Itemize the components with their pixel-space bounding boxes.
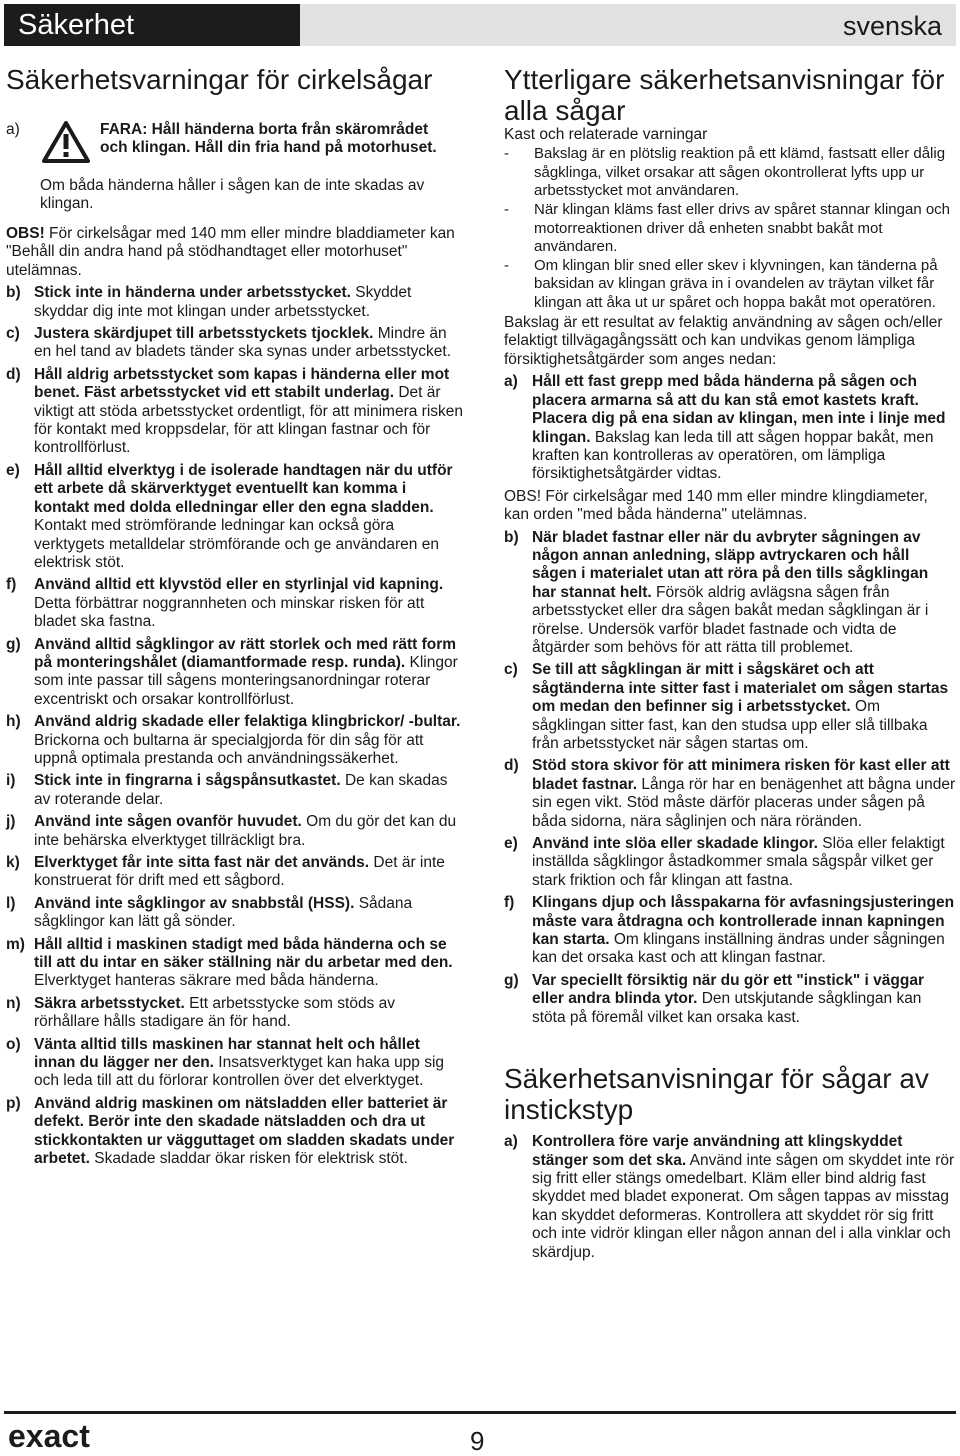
item-bold: Använd alltid ett klyvstöd eller en styrlinjal vid kapning. bbox=[34, 576, 444, 594]
item-label: e) bbox=[504, 835, 518, 853]
item-label: d) bbox=[504, 757, 519, 775]
right-obs-note: OBS! För cirkelsågar med 140 mm eller mindre klingdiameter, kan orden "med båda händerna" utelämnas. bbox=[504, 487, 928, 524]
item-label: g) bbox=[6, 635, 21, 653]
right-column bbox=[504, 64, 956, 1262]
item-text: Om klingans inställning ändras under sågningen kan det orsaka kast och att klingan fastnar. bbox=[532, 931, 945, 967]
item-text: Brickorna och bultarna är specialgjorda för din såg för att uppnå optimala prestanda och användningssäkerhet. bbox=[34, 731, 424, 767]
item-text: Om du gör det kan du inte behärska elverktyget tillräckligt bra. bbox=[34, 813, 457, 849]
item-text: Elverktyget hanteras säkrare med båda händerna. bbox=[34, 972, 379, 990]
item-bold: Klingans djup och låsspakarna för avfasningsjusteringen måste vara åtdragna och kontrollerade innan kapningen kan starta. bbox=[532, 894, 955, 949]
kickback-intro: Bakslag är ett resultat av felaktig användning av sågen och/eller felaktigt tillvägagångssätt och kan undvikas genom lämpliga försiktighetsåtgärder som anges nedan: bbox=[504, 314, 943, 368]
item-text: Skyddet skyddar dig inte mot klingan under arbetsstycket. bbox=[34, 284, 412, 320]
dash-marker: - bbox=[504, 145, 509, 163]
kickback-item-a bbox=[504, 373, 956, 483]
kickback-point bbox=[504, 145, 956, 200]
item-text: Mindre än en hel tand av bladets tänder ska synas under arbetsstycket. bbox=[34, 325, 452, 361]
item-label: l) bbox=[6, 894, 16, 912]
item-bold: Använd inte sågen ovanför huvudet. bbox=[34, 813, 302, 831]
item-bold: Håll alltid i maskinen stadigt med båda händerna och se till att du intar en säker ställning när du arbetar med den. bbox=[34, 935, 453, 972]
list-item bbox=[6, 576, 464, 631]
dash-text: Bakslag är en plötslig reaktion på ett klämd, fastsatt eller dålig sågklinga, vilket orsakar att sågen okontrollerat lyfts upp ur arbetsstycket mot användaren. bbox=[534, 145, 946, 199]
plunge-saw-heading: Säkerhetsanvisningar för sågar av instickstyp bbox=[504, 1063, 929, 1126]
dash-marker: - bbox=[504, 201, 509, 219]
item-text: Ett arbetsstycke som stöds av rörhållare hålls stadigare än för hand. bbox=[34, 994, 395, 1031]
language-label: svenska bbox=[842, 11, 942, 41]
item-text: Använd inte sågen om skyddet inte rör sig fritt eller stängs omedelbart. Kläm eller bind aldrig fast skyddet med bladet exponerat. Om sågen tappas av misstag kan skyddet deformeras. Kontrollera att skyddet rör sig fritt och inte vidrör klingan eller någon annan del i alla vinklar och skärdjup. bbox=[532, 1151, 955, 1261]
footer-rule bbox=[4, 1411, 956, 1414]
item-bold: Elverktyget får inte sitta fast när det används. bbox=[34, 854, 370, 871]
item-bold: Använd aldrig maskinen om nätsladden eller batteriet är defekt. Berör inte den skadade nätsladden och dra ut stickkontakten ur vägguttaget om sladden skadats under arbetet. bbox=[34, 1094, 455, 1168]
dash-text: När klingan kläms fast eller drivs av spåret stannar klingan och motorreaktionen driver då enheten snabbt bakåt mot användaren. bbox=[534, 201, 951, 255]
item-bold: När bladet fastnar eller när du avbryter sågningen av någon annan anledning, släpp avtryckaren och håll sågen i materialet utan att röra på den tills sågklingan har stannat helt. bbox=[532, 528, 929, 601]
section-header bbox=[4, 4, 302, 46]
warning-label: a) bbox=[6, 121, 20, 138]
item-label: c) bbox=[6, 325, 20, 343]
list-item bbox=[504, 757, 956, 831]
item-label: o) bbox=[6, 1035, 21, 1053]
all-saws-heading: Ytterligare säkerhetsanvisningar för alla sågar bbox=[504, 64, 945, 126]
list-item bbox=[504, 894, 956, 968]
list-item bbox=[504, 835, 956, 890]
item-text: Bakslag kan leda till att sågen hoppar bakåt, men kraften kan kontrolleras av operatören, om lämpliga försiktighetsåtgärder vidtas. bbox=[532, 428, 934, 483]
page-number: 9 bbox=[470, 1426, 485, 1456]
item-bold: Använd aldrig skadade eller felaktiga klingbrickor/ -bultar. bbox=[34, 713, 461, 731]
item-label: c) bbox=[504, 661, 518, 679]
list-item bbox=[504, 661, 956, 753]
item-text: Kontakt med strömförande ledningar kan också göra verktygets metalldelar strömförande och ge användaren en elektrisk stöt. bbox=[34, 517, 439, 571]
item-text: Långa rör har en benägenhet att bågna under sin egen vikt. Stöd måste därför placeras under sågen på båda sidorna, nära såglinjen och nära röränden. bbox=[532, 775, 956, 830]
item-text: Om sågklingan sitter fast, kan den studsa upp eller slå tillbaka från arbetsstycket när sågen startas om. bbox=[532, 698, 928, 753]
section-title: Säkerhet bbox=[18, 9, 135, 41]
dash-marker: - bbox=[504, 257, 509, 275]
item-bold: Se till att sågklingan är mitt i sågskäret och att sågtänderna inte sitter fast i materialet om sågen startas om medan den befinner sig i arbetsstycket. bbox=[532, 661, 949, 716]
kickback-point bbox=[504, 201, 956, 256]
item-text: Det är inte konstruerat för drift med ett sågbord. bbox=[34, 854, 445, 890]
list-item bbox=[6, 854, 464, 891]
list-item bbox=[6, 936, 464, 991]
language-header bbox=[300, 4, 956, 46]
item-bold: Använd inte slöa eller skadade klingor. bbox=[532, 835, 818, 853]
list-item bbox=[6, 462, 464, 572]
list-item bbox=[6, 813, 464, 850]
kickback-title: Kast och relaterade varningar bbox=[504, 126, 708, 143]
kickback-point bbox=[504, 257, 956, 312]
item-bold: Håll alltid elverktyg i de isolerade handtagen när du utför ett arbete då skärverktyget eventuellt kan komma i kontakt med dolda elledningar eller den egna sladden. bbox=[34, 461, 453, 516]
item-label: j) bbox=[6, 813, 16, 831]
item-bold: Håll ett fast grepp med båda händerna på sågen och placera armarna så att du kan stå emot kastets kraft. Placera dig på ena sidan av klingan, men inte i linje med klingan. bbox=[532, 373, 946, 446]
dash-text: Om klingan blir sned eller skev i klyvningen, kan tänderna på baksidan av klingan gräva in i ovandelen av träytan vilket får klingan att åka ut ur spåret och hoppa bakåt mot operatören. bbox=[534, 257, 938, 311]
safety-list bbox=[6, 284, 464, 1168]
obs-note bbox=[6, 225, 464, 280]
item-label: a) bbox=[504, 1133, 518, 1151]
list-item bbox=[6, 772, 464, 809]
item-label: n) bbox=[6, 994, 21, 1012]
item-text: Det är viktigt att stöda arbetsstycket ordentligt, för att minimera risken för kontakt med kroppsdelar, för att klingan fastnar och för kontrollförlust. bbox=[34, 384, 464, 457]
list-item bbox=[6, 1095, 464, 1169]
list-item bbox=[6, 895, 464, 932]
item-label: d) bbox=[6, 365, 21, 383]
item-label: p) bbox=[6, 1094, 21, 1112]
danger-warning bbox=[6, 121, 464, 219]
item-bold: Vänta alltid tills maskinen har stannat helt och hållet innan du lägger ner den. bbox=[34, 1035, 420, 1072]
item-label: i) bbox=[6, 772, 16, 790]
item-label: f) bbox=[6, 576, 17, 594]
item-text: De kan skadas av roterande delar. bbox=[34, 772, 448, 808]
item-text: Försök aldrig avlägsna sågen från arbetsstycket eller dra sågen bakåt medan sågklingan är i rörelse. Undersök varför bladet fastnade och vidta de åtgärder som behövs för att rätta till problemet. bbox=[532, 583, 929, 656]
list-item bbox=[504, 529, 956, 658]
list-item bbox=[504, 972, 956, 1027]
obs-text: För cirkelsågar med 140 mm eller mindre bladdiameter kan "Behåll din andra hand på stödhandtaget eller motorhuset" utelämnas. bbox=[6, 225, 455, 279]
exact-logo bbox=[8, 1422, 136, 1452]
logo-text: exact bbox=[8, 1422, 90, 1452]
item-bold: Använd alltid sågklingor av rätt storlek och med rätt form på monteringshålet (diamantformade resp. runda). bbox=[34, 635, 457, 671]
list-item bbox=[6, 284, 464, 321]
item-bold: Stöd stora skivor för att minimera risken för kast eller att bladet fastnar. bbox=[532, 757, 950, 793]
item-label: h) bbox=[6, 713, 21, 731]
obs-lead: OBS! bbox=[6, 225, 45, 242]
list-item bbox=[6, 325, 464, 362]
item-text: Slöa eller felaktigt inställda sågklingor åstadkommer smala sågspår vilket ger stark friktion och får klingan att fastna. bbox=[532, 835, 945, 889]
list-item bbox=[6, 366, 464, 458]
warning-text: Om båda händerna håller i sågen kan de inte skadas av klingan. bbox=[40, 177, 425, 213]
kickback-list bbox=[504, 145, 956, 312]
item-text: Klingor som inte passar till sågens monteringsanordningar roterar excentriskt och orsakar kontrollförlust. bbox=[34, 653, 458, 708]
list-item bbox=[6, 1036, 464, 1091]
kickback-items bbox=[504, 529, 956, 1028]
item-bold: Stick inte in händerna under arbetsstycket. bbox=[34, 284, 351, 302]
circular-saw-heading: Säkerhetsvarningar för cirkelsågar bbox=[6, 64, 433, 95]
item-label: b) bbox=[504, 528, 519, 546]
list-item bbox=[6, 636, 464, 710]
item-text: Sådana sågklingor kan lätt gå sönder. bbox=[34, 894, 413, 931]
item-bold: Kontrollera före varje användning att klingskyddet stänger som det ska. bbox=[532, 1133, 903, 1169]
item-text: Insatsverktyget kan haka upp sig och leda till att du förlorar kontrollen över det elverktyget. bbox=[34, 1054, 445, 1090]
item-label: b) bbox=[6, 284, 21, 302]
item-bold: Håll aldrig arbetsstycket som kapas i händerna eller mot benet. Fäst arbetsstycket vid ett stabilt underlag. bbox=[34, 365, 450, 402]
item-bold: Stick inte in fingrarna i sågspånsutkastet. bbox=[34, 772, 341, 790]
item-label: g) bbox=[504, 971, 519, 989]
item-bold: Var speciellt försiktig när du gör ett "instick" i väggar eller andra blinda ytor. bbox=[532, 971, 924, 1008]
left-column bbox=[6, 64, 464, 1169]
warning-title: FARA: Håll händerna borta från skärområdet och klingan. Håll din fria hand på motorhuset. bbox=[100, 121, 437, 157]
item-label: m) bbox=[6, 935, 25, 953]
item-label: f) bbox=[504, 894, 515, 912]
item-label: a) bbox=[504, 373, 518, 391]
plunge-item-a bbox=[504, 1133, 956, 1262]
item-bold: Använd inte sågklingor av snabbstål (HSS). bbox=[34, 894, 355, 912]
list-item bbox=[6, 995, 464, 1032]
item-text: Skadade sladdar ökar risken för elektrisk stöt. bbox=[90, 1150, 408, 1168]
item-label: k) bbox=[6, 854, 20, 871]
warning-triangle-icon bbox=[42, 121, 90, 163]
item-bold: Säkra arbetsstycket. bbox=[34, 994, 185, 1012]
item-bold: Justera skärdjupet till arbetsstyckets tjocklek. bbox=[34, 325, 374, 343]
item-label: e) bbox=[6, 461, 20, 479]
list-item bbox=[6, 713, 464, 768]
item-text: Den utskjutande sågklingan kan stöta på föremål vilket kan orsaka kast. bbox=[532, 990, 922, 1026]
item-text: Detta förbättrar noggrannheten och minskar risken för att bladet ska fastna. bbox=[34, 594, 425, 631]
